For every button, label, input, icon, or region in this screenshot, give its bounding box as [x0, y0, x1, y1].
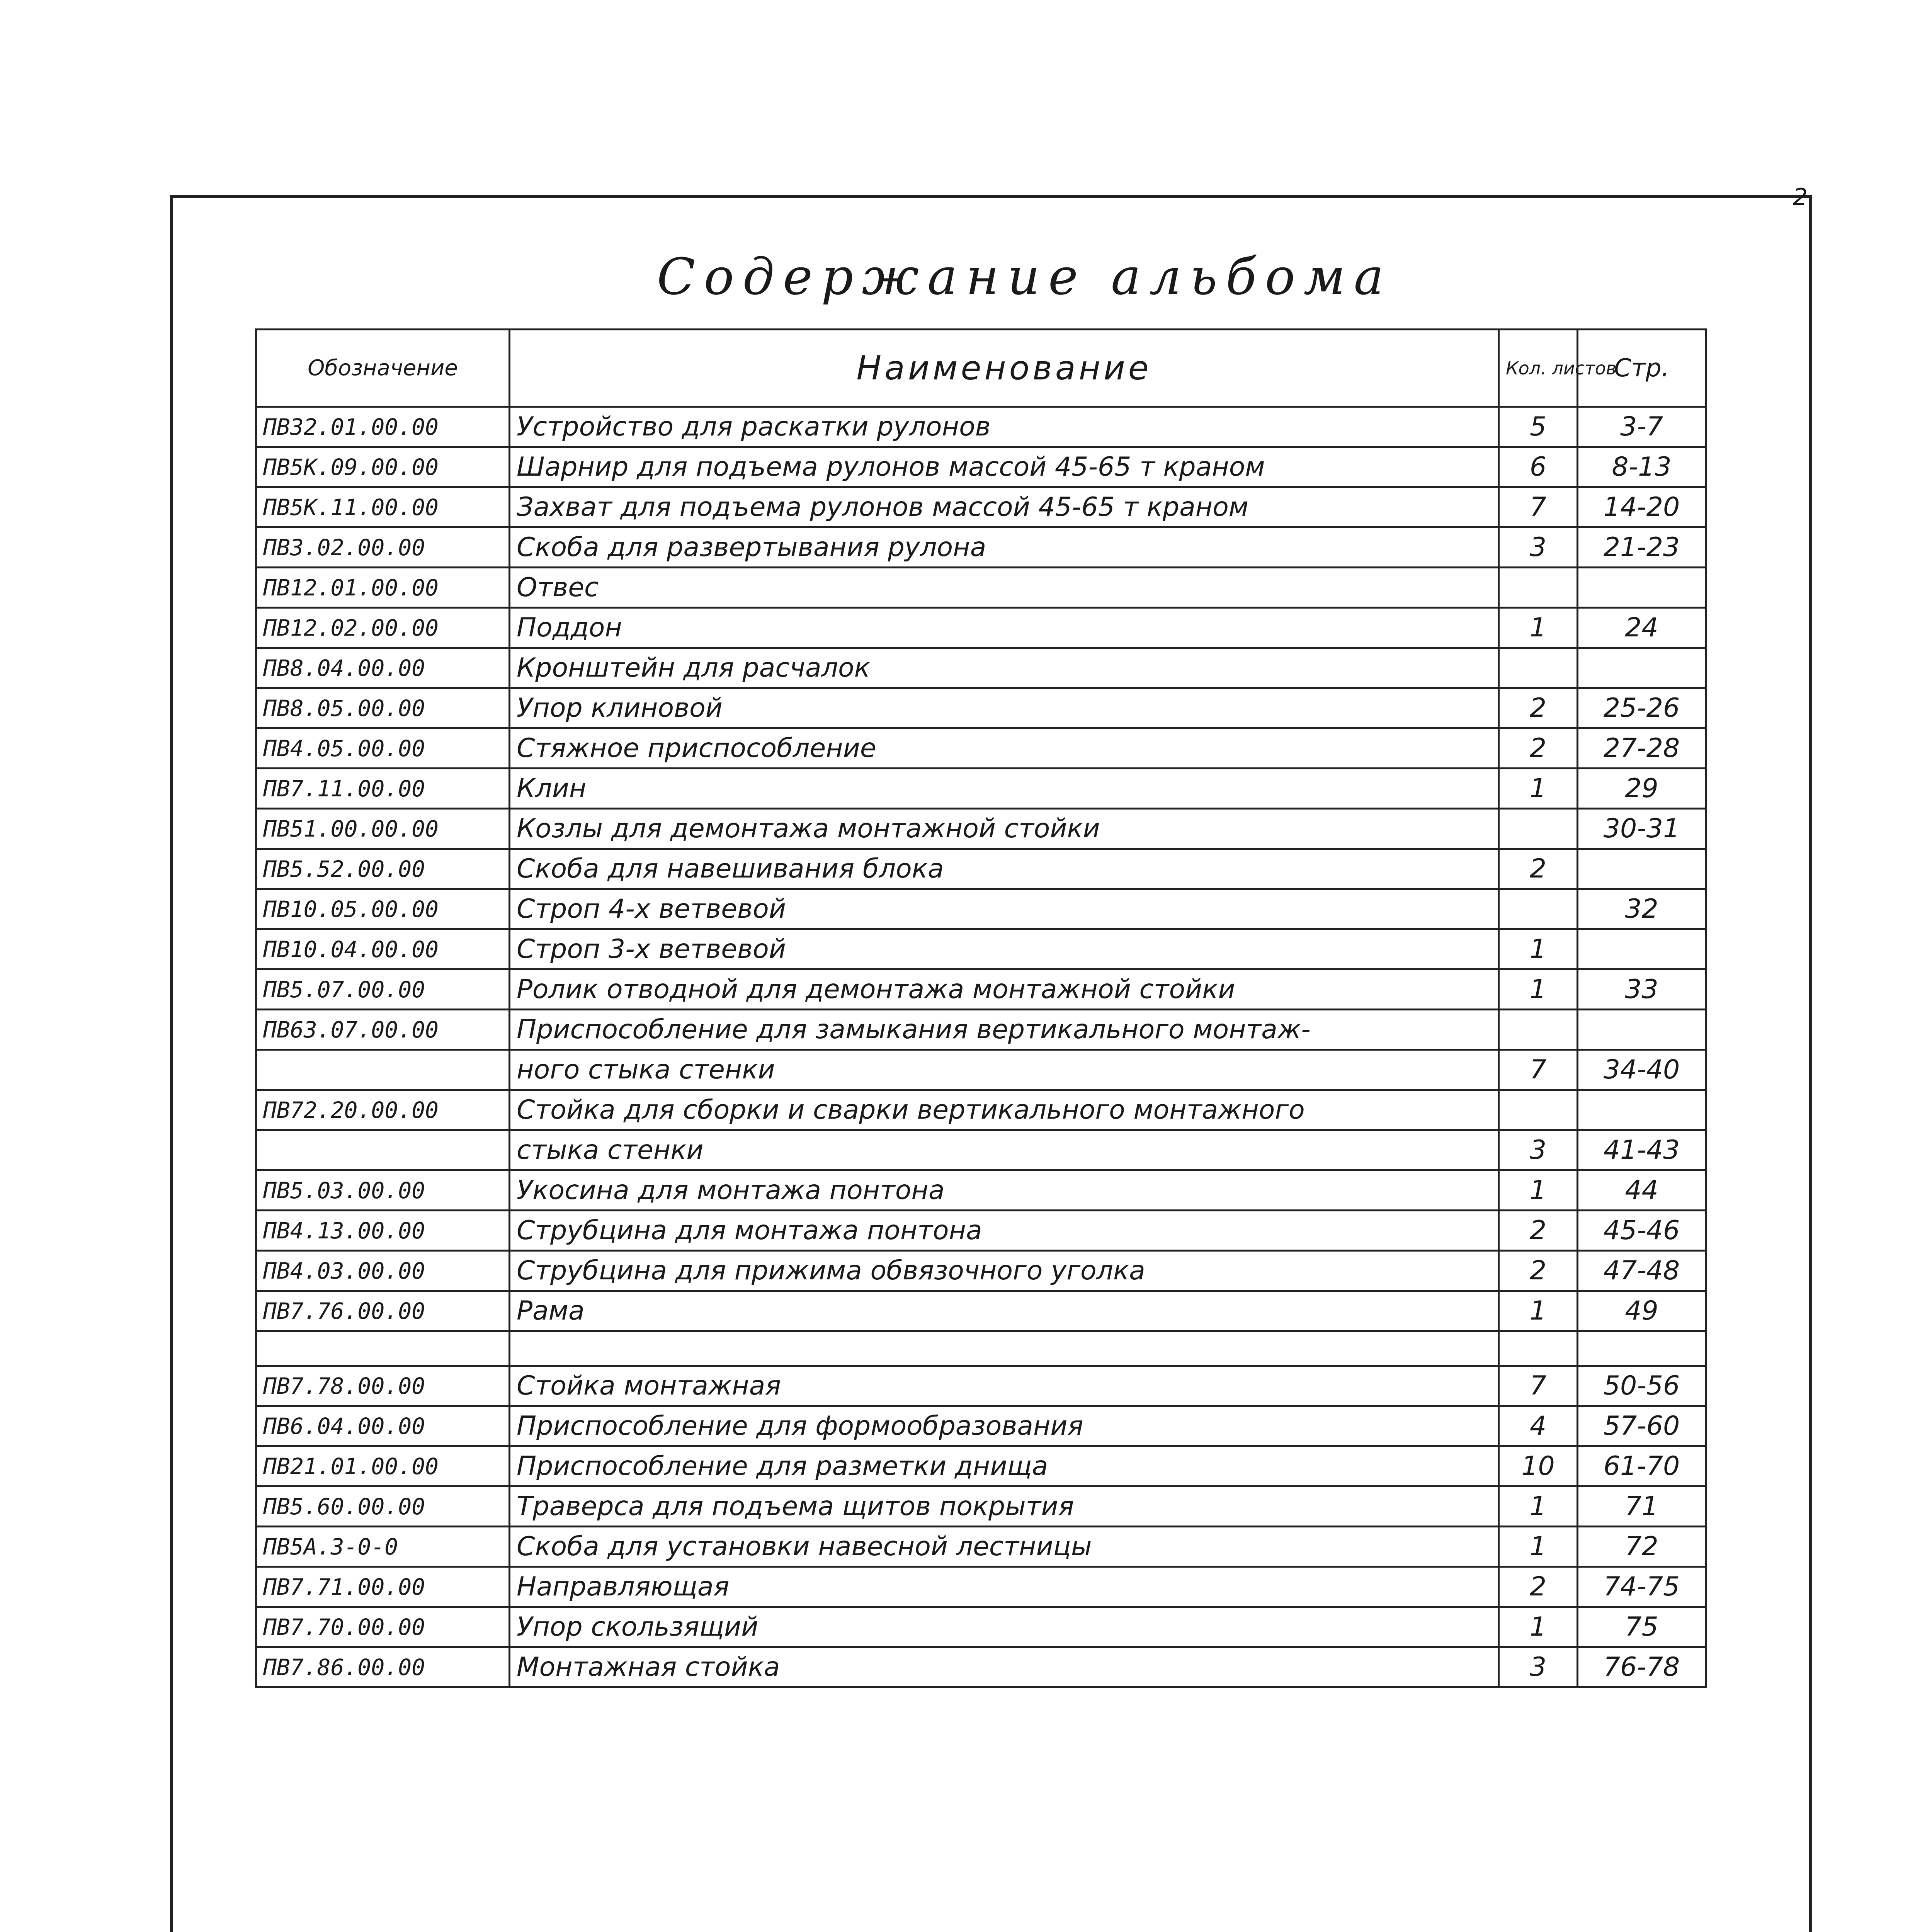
table-row: [256, 929, 1706, 969]
table-row: [256, 407, 1706, 447]
row-pages: [1578, 1090, 1706, 1130]
row-sheets: 2: [1499, 1251, 1578, 1291]
row-code: ПВ51.00.00.00: [256, 809, 510, 849]
row-name: ного стыка стенки: [510, 1050, 1499, 1090]
table-row: [256, 1251, 1706, 1291]
row-code: ПВ5К.11.00.00: [256, 487, 510, 527]
row-pages: [1578, 1331, 1706, 1366]
row-sheets: 2: [1499, 1211, 1578, 1251]
row-code: ПВ4.03.00.00: [256, 1251, 510, 1291]
row-pages: 61-70: [1578, 1446, 1706, 1486]
row-pages: 50-56: [1578, 1366, 1706, 1406]
row-pages: 8-13: [1578, 447, 1706, 487]
row-name: Упор скользящий: [510, 1607, 1499, 1647]
row-name: Приспособление для формообразования: [510, 1406, 1499, 1446]
table-row: [256, 1291, 1706, 1331]
table-row: [256, 809, 1706, 849]
table-row: [256, 688, 1706, 728]
row-sheets: 3: [1499, 527, 1578, 568]
row-sheets: [1499, 1331, 1578, 1366]
row-sheets: 1: [1499, 969, 1578, 1010]
row-sheets: 1: [1499, 608, 1578, 648]
table-row: [256, 1486, 1706, 1527]
row-name: Стойка для сборки и сварки вертикального монтажного: [510, 1090, 1499, 1130]
row-code: ПВ5.52.00.00: [256, 849, 510, 889]
row-name: Клин: [510, 769, 1499, 809]
row-pages: 24: [1578, 608, 1706, 648]
row-name: Строп 3-х ветвевой: [510, 929, 1499, 969]
row-name: Направляющая: [510, 1567, 1499, 1607]
row-sheets: 2: [1499, 688, 1578, 728]
row-name: Ролик отводной для демонтажа монтажной стойки: [510, 969, 1499, 1010]
row-sheets: 10: [1499, 1446, 1578, 1486]
row-sheets: 3: [1499, 1130, 1578, 1170]
row-code: ПВ7.11.00.00: [256, 769, 510, 809]
table-row: [256, 1366, 1706, 1406]
row-pages: [1578, 1010, 1706, 1050]
row-name: Укосина для монтажа понтона: [510, 1170, 1499, 1211]
row-sheets: 5: [1499, 407, 1578, 447]
row-code: ПВ7.78.00.00: [256, 1366, 510, 1406]
row-pages: 33: [1578, 969, 1706, 1010]
row-name: Упор клиновой: [510, 688, 1499, 728]
row-code: ПВ3.02.00.00: [256, 527, 510, 568]
row-pages: 14-20: [1578, 487, 1706, 527]
row-code: [256, 1130, 510, 1170]
row-name: Отвес: [510, 568, 1499, 608]
row-pages: 76-78: [1578, 1647, 1706, 1687]
header-code: Обозначение: [256, 330, 510, 407]
row-name: Козлы для демонтажа монтажной стойки: [510, 809, 1499, 849]
row-code: ПВ12.01.00.00: [256, 568, 510, 608]
row-pages: 44: [1578, 1170, 1706, 1211]
row-name: Устройство для раскатки рулонов: [510, 407, 1499, 447]
row-sheets: [1499, 648, 1578, 688]
row-code: ПВ8.04.00.00: [256, 648, 510, 688]
row-code: ПВ21.01.00.00: [256, 1446, 510, 1486]
row-pages: 74-75: [1578, 1567, 1706, 1607]
row-name: Поддон: [510, 608, 1499, 648]
table-row: [256, 889, 1706, 929]
row-name: Траверса для подъема щитов покрытия: [510, 1486, 1499, 1527]
row-code: ПВ5.03.00.00: [256, 1170, 510, 1211]
row-pages: 3-7: [1578, 407, 1706, 447]
row-name: Рама: [510, 1291, 1499, 1331]
row-name: Шарнир для подъема рулонов массой 45-65 т краном: [510, 447, 1499, 487]
row-code: ПВ5К.09.00.00: [256, 447, 510, 487]
row-sheets: 1: [1499, 769, 1578, 809]
row-sheets: 7: [1499, 1366, 1578, 1406]
table-row: [256, 1647, 1706, 1687]
row-code: ПВ12.02.00.00: [256, 608, 510, 648]
row-pages: [1578, 648, 1706, 688]
row-pages: 45-46: [1578, 1211, 1706, 1251]
row-code: [256, 1331, 510, 1366]
row-code: ПВ4.13.00.00: [256, 1211, 510, 1251]
row-code: ПВ32.01.00.00: [256, 407, 510, 447]
table-row: [256, 1050, 1706, 1090]
row-code: ПВ8.05.00.00: [256, 688, 510, 728]
row-sheets: 1: [1499, 1170, 1578, 1211]
row-pages: 21-23: [1578, 527, 1706, 568]
table-row: [256, 1331, 1706, 1366]
row-name: Стойка монтажная: [510, 1366, 1499, 1406]
table-row: [256, 568, 1706, 608]
table-row: [256, 769, 1706, 809]
row-sheets: 4: [1499, 1406, 1578, 1446]
table-row: [256, 728, 1706, 769]
row-name: Кронштейн для расчалок: [510, 648, 1499, 688]
row-pages: 29: [1578, 769, 1706, 809]
row-sheets: 2: [1499, 728, 1578, 769]
table-row: [256, 648, 1706, 688]
page-title: Содержание альбома: [657, 247, 1393, 306]
row-code: ПВ7.71.00.00: [256, 1567, 510, 1607]
row-sheets: 6: [1499, 447, 1578, 487]
row-sheets: [1499, 889, 1578, 929]
row-pages: 32: [1578, 889, 1706, 929]
row-sheets: 1: [1499, 1607, 1578, 1647]
row-name: Скоба для развертывания рулона: [510, 527, 1499, 568]
row-pages: [1578, 929, 1706, 969]
row-code: ПВ10.04.00.00: [256, 929, 510, 969]
row-pages: [1578, 568, 1706, 608]
table-row: [256, 1211, 1706, 1251]
table-row: [256, 1406, 1706, 1446]
table-row: [256, 447, 1706, 487]
row-name: стыка стенки: [510, 1130, 1499, 1170]
row-code: ПВ7.70.00.00: [256, 1607, 510, 1647]
row-name: Стяжное приспособление: [510, 728, 1499, 769]
row-sheets: [1499, 568, 1578, 608]
row-sheets: 3: [1499, 1647, 1578, 1687]
row-code: ПВ5А.3-0-0: [256, 1527, 510, 1567]
row-name: Приспособление для замыкания вертикального монтаж-: [510, 1010, 1499, 1050]
row-code: ПВ63.07.00.00: [256, 1010, 510, 1050]
table-row: [256, 1130, 1706, 1170]
table-row: [256, 527, 1706, 568]
table-row: [256, 1567, 1706, 1607]
row-sheets: [1499, 1090, 1578, 1130]
row-pages: 34-40: [1578, 1050, 1706, 1090]
row-sheets: 1: [1499, 929, 1578, 969]
row-code: ПВ4.05.00.00: [256, 728, 510, 769]
row-sheets: 2: [1499, 849, 1578, 889]
table-header-row: [256, 330, 1706, 407]
row-pages: 25-26: [1578, 688, 1706, 728]
row-name: Приспособление для разметки днища: [510, 1446, 1499, 1486]
table-row: [256, 1607, 1706, 1647]
row-name: Монтажная стойка: [510, 1647, 1499, 1687]
row-name: Скоба для навешивания блока: [510, 849, 1499, 889]
row-sheets: 1: [1499, 1527, 1578, 1567]
header-pages: Стр.: [1578, 330, 1706, 407]
row-pages: 72: [1578, 1527, 1706, 1567]
row-sheets: 7: [1499, 1050, 1578, 1090]
row-name: Захват для подъема рулонов массой 45-65 т краном: [510, 487, 1499, 527]
row-sheets: 7: [1499, 487, 1578, 527]
row-sheets: [1499, 809, 1578, 849]
header-sheets: Кол. листов: [1499, 330, 1578, 407]
row-code: [256, 1050, 510, 1090]
sheet-number: 2: [1793, 184, 1808, 211]
row-pages: 71: [1578, 1486, 1706, 1527]
table-row: [256, 1527, 1706, 1567]
row-pages: 49: [1578, 1291, 1706, 1331]
table-row: [256, 1090, 1706, 1130]
table-row: [256, 1170, 1706, 1211]
row-code: ПВ10.05.00.00: [256, 889, 510, 929]
row-pages: 47-48: [1578, 1251, 1706, 1291]
row-code: ПВ7.86.00.00: [256, 1647, 510, 1687]
row-sheets: 1: [1499, 1291, 1578, 1331]
row-name: [510, 1331, 1499, 1366]
row-name: Скоба для установки навесной лестницы: [510, 1527, 1499, 1567]
row-pages: [1578, 849, 1706, 889]
row-sheets: 1: [1499, 1486, 1578, 1527]
row-code: ПВ72.20.00.00: [256, 1090, 510, 1130]
table-row: [256, 969, 1706, 1010]
table-row: [256, 1446, 1706, 1486]
row-name: Строп 4-х ветвевой: [510, 889, 1499, 929]
row-pages: 27-28: [1578, 728, 1706, 769]
table-row: [256, 1010, 1706, 1050]
table-row: [256, 608, 1706, 648]
row-pages: 57-60: [1578, 1406, 1706, 1446]
row-code: ПВ6.04.00.00: [256, 1406, 510, 1446]
row-pages: 30-31: [1578, 809, 1706, 849]
contents-table: [255, 328, 1707, 1688]
row-pages: 41-43: [1578, 1130, 1706, 1170]
row-code: ПВ5.60.00.00: [256, 1486, 510, 1527]
row-code: ПВ5.07.00.00: [256, 969, 510, 1010]
row-name: Струбцина для прижима обвязочного уголка: [510, 1251, 1499, 1291]
row-pages: 75: [1578, 1607, 1706, 1647]
table-row: [256, 849, 1706, 889]
row-sheets: [1499, 1010, 1578, 1050]
row-code: ПВ7.76.00.00: [256, 1291, 510, 1331]
row-name: Струбцина для монтажа понтона: [510, 1211, 1499, 1251]
table-row: [256, 487, 1706, 527]
row-sheets: 2: [1499, 1567, 1578, 1607]
header-name: Наименование: [510, 330, 1499, 407]
